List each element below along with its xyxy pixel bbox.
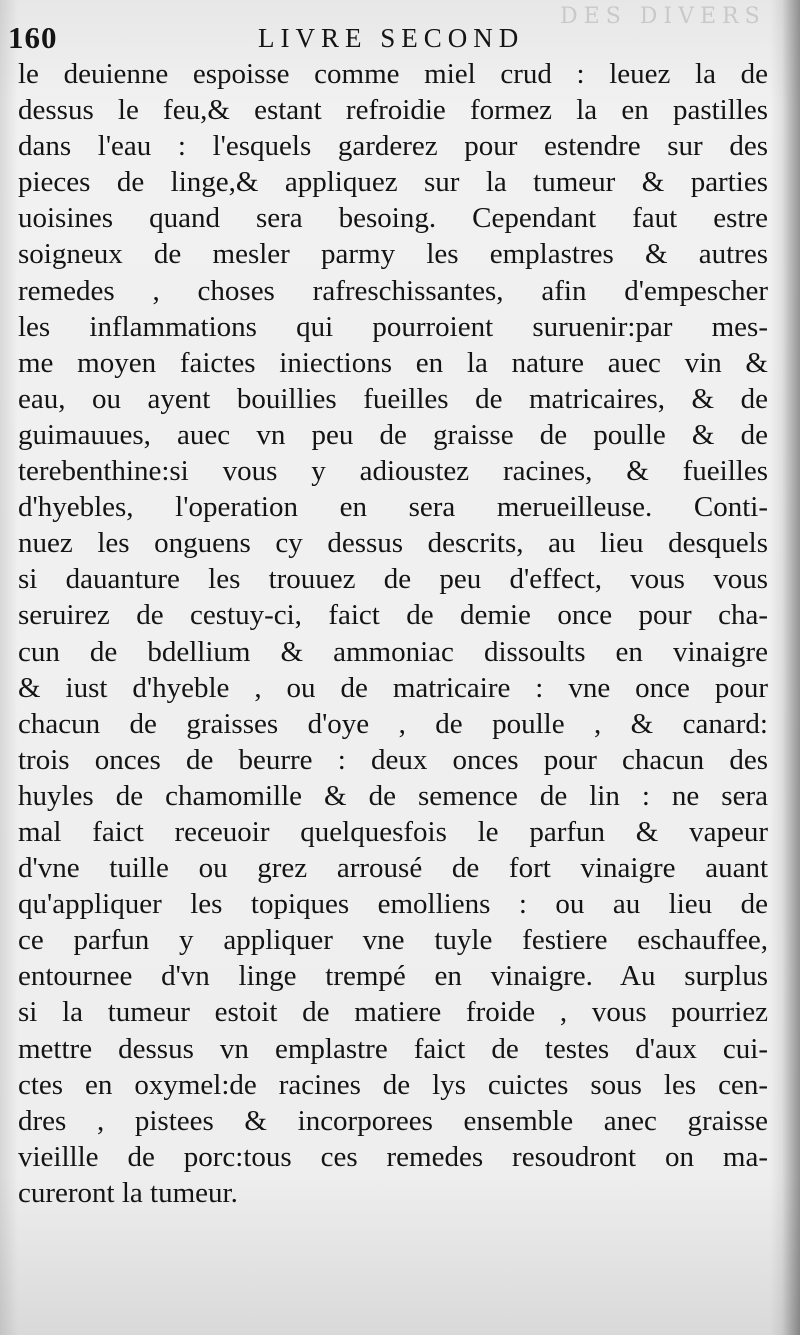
text-line: dres , pistees & incorporees ensemble anec graisse <box>18 1104 768 1137</box>
text-line: d'vne tuille ou grez arrousé de fort vinaigre auant <box>18 852 768 885</box>
text-line: vieillle de porc:tous ces remedes resoudront on ma- <box>18 1140 768 1173</box>
text-line: & iust d'hyeble , ou de matricaire : vne once pour <box>18 671 768 704</box>
text-line: d'hyebles, l'operation en sera merueilleuse. Conti- <box>18 491 768 524</box>
text-line: dessus le feu,& estant refroidie formez la en pastilles <box>18 94 768 127</box>
body-text <box>18 56 768 1211</box>
text-line: si la tumeur estoit de matiere froide , vous pourriez <box>18 996 768 1029</box>
text-line: mal faict receuoir quelquesfois le parfun & vapeur <box>18 815 768 848</box>
text-line: nuez les onguens cy dessus descrits, au lieu desquels <box>18 527 768 560</box>
text-line: uoisines quand sera besoing. Cependant faut estre <box>18 202 768 235</box>
text-line: ctes en oxymel:de racines de lys cuictes sous les cen- <box>18 1068 768 1101</box>
text-line: qu'appliquer les topiques emolliens : ou au lieu de <box>18 888 768 921</box>
text-line: ce parfun y appliquer vne tuyle festiere eschauffee, <box>18 924 768 957</box>
text-line: eau, ou ayent bouillies fueilles de matricaires, & de <box>18 382 768 415</box>
text-line: mettre dessus vn emplastre faict de testes d'aux cui- <box>18 1032 768 1065</box>
text-line: remedes , choses rafreschissantes, afin d'empescher <box>18 274 768 307</box>
text-line: le deuienne espoisse comme miel crud : leuez la de <box>18 58 768 90</box>
text-line: dans l'eau : l'esquels garderez pour estendre sur des <box>18 130 768 163</box>
text-line: guimauues, auec vn peu de graisse de poulle & de <box>18 418 768 451</box>
text-line: huyles de chamomille & de semence de lin : ne sera <box>18 779 768 812</box>
text-line: seruirez de cestuy-ci, faict de demie once pour cha- <box>18 599 768 632</box>
text-line: cureront la tumeur. <box>18 1176 238 1209</box>
bleed-through-text: DES DIVERS <box>560 4 766 29</box>
page-header <box>8 20 768 56</box>
page-number: 160 <box>8 20 58 55</box>
text-line: soigneux de mesler parmy les emplastres & autres <box>18 238 768 271</box>
text-line: cun de bdellium & ammoniac dissoults en vinaigre <box>18 635 768 668</box>
running-head: LIVRE SECOND <box>258 23 525 53</box>
text-line: si dauanture les trouuez de peu d'effect, vous vous <box>18 563 768 596</box>
text-line: trois onces de beurre : deux onces pour chacun des <box>18 743 768 776</box>
text-line: chacun de graisses d'oye , de poulle , & canard: <box>18 707 768 740</box>
text-line: terebenthine:si vous y adioustez racines, & fueilles <box>18 455 768 488</box>
page-edge-shadow <box>782 0 800 1335</box>
text-line: me moyen faictes iniections en la nature auec vin & <box>18 346 768 379</box>
text-line: pieces de linge,& appliquez sur la tumeur & parties <box>18 166 768 199</box>
text-line: les inflammations qui pourroient suruenir:par mes- <box>18 310 768 343</box>
text-line: entournee d'vn linge trempé en vinaigre. Au surplus <box>18 960 768 993</box>
